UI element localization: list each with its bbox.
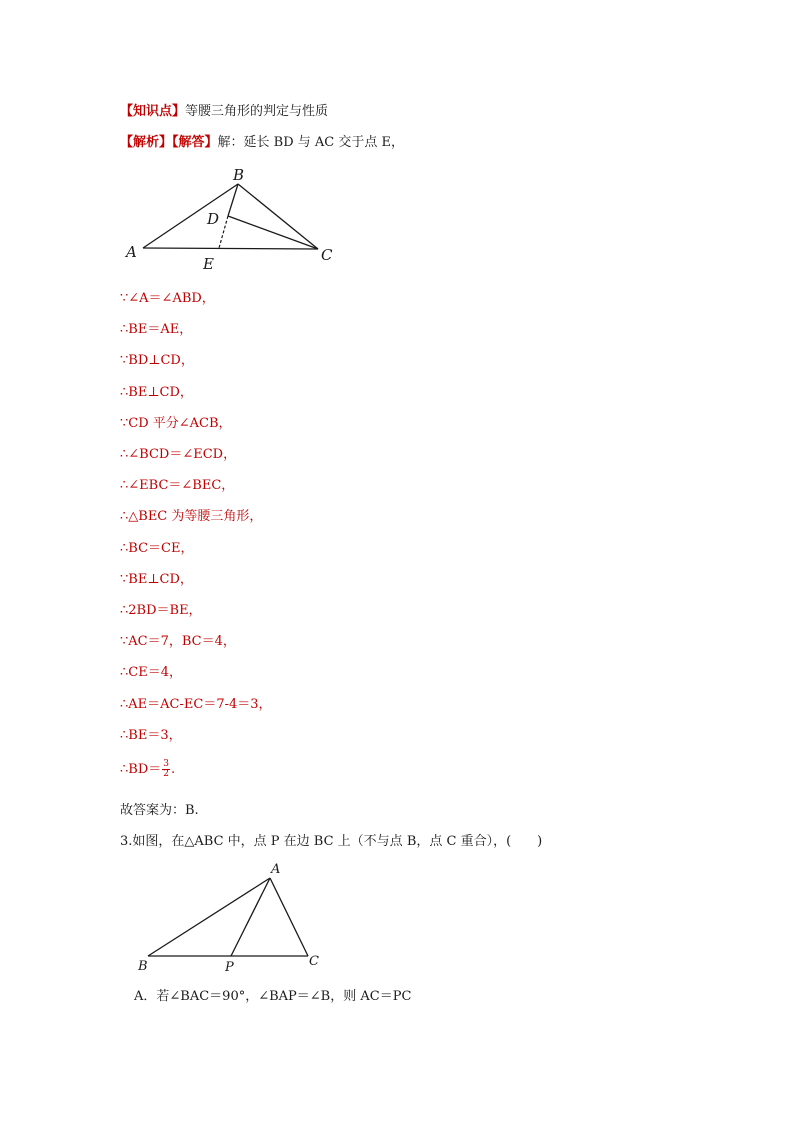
proof-step: ∵BE⊥CD，: [120, 572, 193, 587]
option-a: A．若∠BAC＝90°，∠BAP＝∠B，则 AC＝PC: [134, 989, 412, 1004]
analysis-text: 解：延长 BD 与 AC 交于点 E，: [217, 135, 404, 150]
label-a: A: [271, 862, 281, 877]
proof-step: ∵CD 平分∠ACB，: [120, 416, 232, 431]
label-e: E: [203, 255, 214, 273]
fraction-three-halves: [162, 760, 170, 779]
proof-step: ∴2BD＝BE，: [120, 603, 202, 618]
fraction-numerator: 3: [163, 759, 169, 769]
proof-step-final: [120, 760, 175, 779]
label-c: C: [321, 246, 333, 264]
proof-step: ∴∠EBC＝∠BEC，: [120, 478, 235, 493]
proof-step: ∴BC＝CE，: [120, 541, 194, 556]
analysis-tag: 【解析】【解答】: [120, 135, 218, 150]
fraction-denominator: 2: [163, 769, 169, 779]
knowledge-point-text: 等腰三角形的判定与性质: [185, 104, 329, 119]
label-d: D: [207, 210, 220, 228]
proof-step: ∵BD⊥CD，: [120, 353, 194, 368]
proof-step: ∴AE＝AC-EC＝7-4＝3，: [120, 697, 272, 712]
label-b: B: [233, 166, 245, 184]
question-3-text: 3.如图，在△ABC 中，点 P 在边 BC 上（不与点 B，点 C 重合），( ): [120, 834, 543, 849]
proof-step: ∵∠A＝∠ABD，: [120, 291, 215, 306]
proof-step: ∴BE＝3，: [120, 728, 182, 743]
segment-dc: [228, 216, 318, 249]
segment-de-dashed: [219, 216, 228, 248]
proof-step: ∴CE＝4，: [120, 665, 182, 680]
answer-line: 故答案为：B.: [120, 803, 199, 818]
proof-step: ∵AC＝7，BC＝4，: [120, 634, 236, 649]
label-a: A: [126, 243, 137, 261]
proof-step: ∴∠BCD＝∠ECD，: [120, 447, 237, 462]
analysis-line: [120, 134, 404, 152]
label-p: P: [225, 960, 234, 975]
segment-ab: [148, 878, 270, 956]
segment-ac: [270, 878, 308, 956]
final-step-prefix: ∴BD＝: [120, 762, 162, 777]
proof-step: ∴△BEC 为等腰三角形，: [120, 509, 263, 524]
label-c: C: [309, 954, 319, 969]
proof-step: ∴BE⊥CD，: [120, 385, 193, 400]
segment-ab: [143, 184, 238, 248]
segment-bc: [238, 184, 318, 249]
knowledge-point-tag: 【知识点】: [120, 104, 186, 119]
segment-ac: [143, 248, 318, 249]
triangle-figure-1: [118, 160, 348, 275]
final-step-suffix: .: [170, 762, 176, 777]
segment-bd: [228, 184, 238, 216]
proof-step: ∴BE＝AE，: [120, 322, 193, 337]
triangle-figure-2: [130, 858, 330, 978]
label-b: B: [138, 959, 148, 974]
knowledge-point-line: [120, 103, 328, 121]
